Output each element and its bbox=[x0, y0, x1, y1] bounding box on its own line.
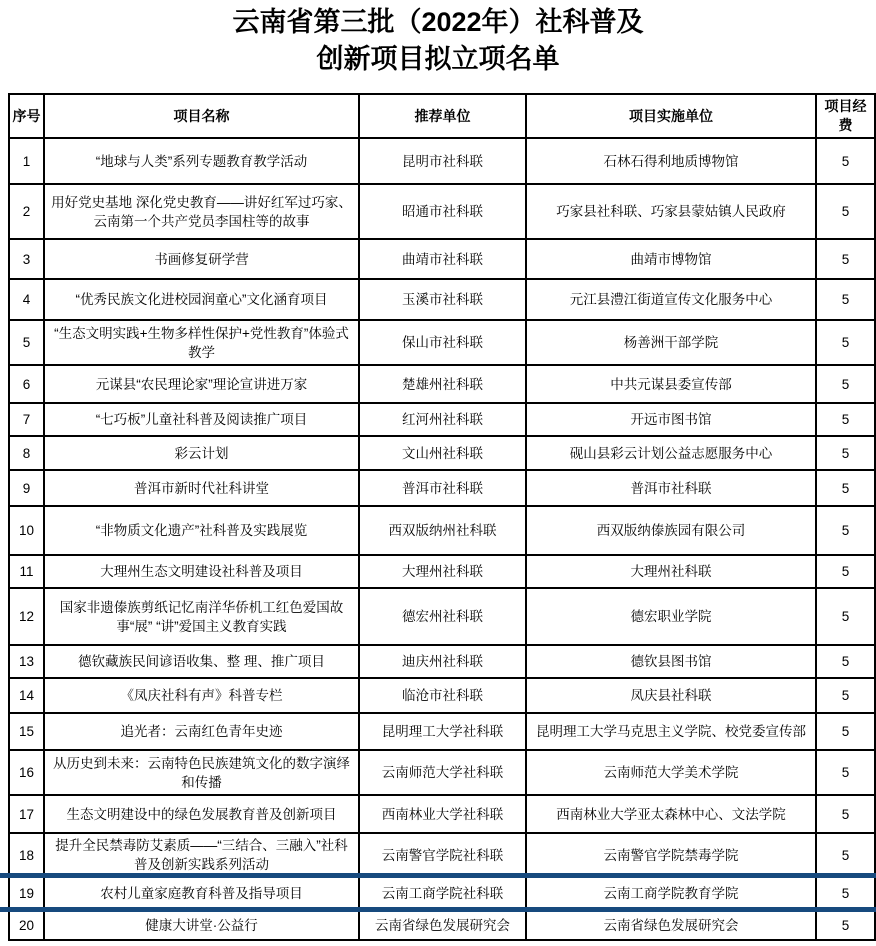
cell-project-name: 追光者：云南红色青年史迹 bbox=[44, 713, 359, 750]
header-row bbox=[9, 94, 875, 138]
table-row bbox=[9, 470, 875, 506]
highlight-bar-bottom bbox=[0, 907, 876, 912]
cell-seq: 16 bbox=[9, 750, 44, 795]
cell-recommender: 云南警官学院社科联 bbox=[359, 833, 526, 877]
cell-implementer: 德钦县图书馆 bbox=[526, 645, 816, 678]
cell-implementer: 中共元谋县委宣传部 bbox=[526, 365, 816, 403]
cell-seq: 14 bbox=[9, 678, 44, 713]
cell-fee: 5 bbox=[816, 555, 875, 588]
table-row bbox=[9, 403, 875, 436]
cell-fee: 5 bbox=[816, 279, 875, 320]
cell-recommender: 红河州社科联 bbox=[359, 403, 526, 436]
cell-implementer: 西双版纳傣族园有限公司 bbox=[526, 506, 816, 555]
cell-fee: 5 bbox=[816, 713, 875, 750]
table-row bbox=[9, 184, 875, 239]
cell-implementer: 杨善洲干部学院 bbox=[526, 320, 816, 365]
cell-seq: 8 bbox=[9, 436, 44, 470]
cell-implementer: 曲靖市博物馆 bbox=[526, 239, 816, 279]
cell-seq: 3 bbox=[9, 239, 44, 279]
cell-implementer: 砚山县彩云计划公益志愿服务中心 bbox=[526, 436, 816, 470]
cell-recommender: 昆明理工大学社科联 bbox=[359, 713, 526, 750]
project-table bbox=[8, 93, 876, 941]
header-fee: 项目经费 bbox=[816, 94, 875, 138]
cell-recommender: 昭通市社科联 bbox=[359, 184, 526, 239]
cell-implementer: 昆明理工大学马克思主义学院、校党委宣传部 bbox=[526, 713, 816, 750]
table-row bbox=[9, 678, 875, 713]
cell-project-name: 生态文明建设中的绿色发展教育普及创新项目 bbox=[44, 795, 359, 833]
cell-fee: 5 bbox=[816, 588, 875, 645]
title-line-1: 云南省第三批（2022年）社科普及 bbox=[232, 7, 644, 37]
cell-seq: 12 bbox=[9, 588, 44, 645]
table-row bbox=[9, 365, 875, 403]
cell-project-name: 从历史到未来：云南特色民族建筑文化的数字演绎和传播 bbox=[44, 750, 359, 795]
cell-project-name: 《凤庆社科有声》科普专栏 bbox=[44, 678, 359, 713]
cell-project-name: “地球与人类”系列专题教育教学活动 bbox=[44, 138, 359, 184]
cell-implementer: 云南警官学院禁毒学院 bbox=[526, 833, 816, 877]
cell-recommender: 迪庆州社科联 bbox=[359, 645, 526, 678]
cell-seq: 17 bbox=[9, 795, 44, 833]
cell-implementer: 凤庆县社科联 bbox=[526, 678, 816, 713]
cell-seq: 19 bbox=[9, 877, 44, 910]
cell-recommender: 云南师范大学社科联 bbox=[359, 750, 526, 795]
cell-seq: 9 bbox=[9, 470, 44, 506]
cell-seq: 11 bbox=[9, 555, 44, 588]
cell-implementer: 巧家县社科联、巧家县蒙姑镇人民政府 bbox=[526, 184, 816, 239]
cell-seq: 20 bbox=[9, 910, 44, 940]
cell-seq: 1 bbox=[9, 138, 44, 184]
cell-seq: 7 bbox=[9, 403, 44, 436]
table-row bbox=[9, 239, 875, 279]
cell-recommender: 德宏州社科联 bbox=[359, 588, 526, 645]
cell-recommender: 临沧市社科联 bbox=[359, 678, 526, 713]
cell-recommender: 曲靖市社科联 bbox=[359, 239, 526, 279]
cell-implementer: 德宏职业学院 bbox=[526, 588, 816, 645]
cell-implementer: 云南工商学院教育学院 bbox=[526, 877, 816, 910]
title-line-2: 创新项目拟立项名单 bbox=[316, 44, 560, 74]
table-row bbox=[9, 910, 875, 940]
table-row bbox=[9, 506, 875, 555]
cell-recommender: 普洱市社科联 bbox=[359, 470, 526, 506]
table-row bbox=[9, 645, 875, 678]
cell-project-name: 农村儿童家庭教育科普及指导项目 bbox=[44, 877, 359, 910]
cell-project-name: 国家非遗傣族剪纸记忆南洋华侨机工红色爱国故事“展” “讲”爱国主义教育实践 bbox=[44, 588, 359, 645]
header-implementer: 项目实施单位 bbox=[526, 94, 816, 138]
cell-implementer: 石林石得利地质博物馆 bbox=[526, 138, 816, 184]
table-row bbox=[9, 320, 875, 365]
cell-recommender: 云南工商学院社科联 bbox=[359, 877, 526, 910]
cell-implementer: 开远市图书馆 bbox=[526, 403, 816, 436]
page-title bbox=[0, 4, 876, 78]
cell-fee: 5 bbox=[816, 239, 875, 279]
cell-recommender: 楚雄州社科联 bbox=[359, 365, 526, 403]
cell-seq: 18 bbox=[9, 833, 44, 877]
table-row bbox=[9, 279, 875, 320]
cell-implementer: 西南林业大学亚太森林中心、文法学院 bbox=[526, 795, 816, 833]
table-row bbox=[9, 877, 875, 910]
cell-recommender: 文山州社科联 bbox=[359, 436, 526, 470]
cell-seq: 15 bbox=[9, 713, 44, 750]
cell-seq: 13 bbox=[9, 645, 44, 678]
cell-implementer: 云南师范大学美术学院 bbox=[526, 750, 816, 795]
cell-seq: 6 bbox=[9, 365, 44, 403]
cell-project-name: 书画修复研学营 bbox=[44, 239, 359, 279]
table-row bbox=[9, 138, 875, 184]
cell-fee: 5 bbox=[816, 184, 875, 239]
table-row bbox=[9, 555, 875, 588]
cell-project-name: 健康大讲堂·公益行 bbox=[44, 910, 359, 940]
header-project-name: 项目名称 bbox=[44, 94, 359, 138]
cell-seq: 4 bbox=[9, 279, 44, 320]
cell-project-name: 德钦藏族民间谚语收集、整 理、推广项目 bbox=[44, 645, 359, 678]
cell-project-name: 提升全民禁毒防艾素质——“三结合、三融入”社科普及创新实践系列活动 bbox=[44, 833, 359, 877]
cell-recommender: 云南省绿色发展研究会 bbox=[359, 910, 526, 940]
highlight-bar-top bbox=[0, 873, 876, 878]
cell-project-name: “优秀民族文化进校园润童心”文化涵育项目 bbox=[44, 279, 359, 320]
cell-fee: 5 bbox=[816, 470, 875, 506]
table-row bbox=[9, 795, 875, 833]
cell-project-name: 彩云计划 bbox=[44, 436, 359, 470]
header-seq: 序号 bbox=[9, 94, 44, 138]
table-row bbox=[9, 713, 875, 750]
header-recommender: 推荐单位 bbox=[359, 94, 526, 138]
cell-fee: 5 bbox=[816, 403, 875, 436]
cell-fee: 5 bbox=[816, 138, 875, 184]
cell-implementer: 大理州社科联 bbox=[526, 555, 816, 588]
cell-fee: 5 bbox=[816, 436, 875, 470]
cell-recommender: 大理州社科联 bbox=[359, 555, 526, 588]
cell-fee: 5 bbox=[816, 678, 875, 713]
cell-recommender: 西南林业大学社科联 bbox=[359, 795, 526, 833]
table-row bbox=[9, 750, 875, 795]
cell-implementer: 云南省绿色发展研究会 bbox=[526, 910, 816, 940]
cell-fee: 5 bbox=[816, 320, 875, 365]
cell-project-name: 元谋县“农民理论家”理论宣讲进万家 bbox=[44, 365, 359, 403]
cell-project-name: 用好党史基地 深化党史教育——讲好红军过巧家、云南第一个共产党员李国柱等的故事 bbox=[44, 184, 359, 239]
cell-recommender: 保山市社科联 bbox=[359, 320, 526, 365]
cell-fee: 5 bbox=[816, 877, 875, 910]
cell-seq: 5 bbox=[9, 320, 44, 365]
cell-implementer: 元江县澧江街道宣传文化服务中心 bbox=[526, 279, 816, 320]
cell-recommender: 玉溪市社科联 bbox=[359, 279, 526, 320]
cell-recommender: 西双版纳州社科联 bbox=[359, 506, 526, 555]
cell-project-name: “非物质文化遗产”社科普及实践展览 bbox=[44, 506, 359, 555]
cell-fee: 5 bbox=[816, 750, 875, 795]
table-row bbox=[9, 588, 875, 645]
cell-seq: 2 bbox=[9, 184, 44, 239]
cell-fee: 5 bbox=[816, 506, 875, 555]
cell-fee: 5 bbox=[816, 645, 875, 678]
table-row bbox=[9, 833, 875, 877]
table-row bbox=[9, 436, 875, 470]
cell-project-name: 普洱市新时代社科讲堂 bbox=[44, 470, 359, 506]
cell-fee: 5 bbox=[816, 795, 875, 833]
cell-recommender: 昆明市社科联 bbox=[359, 138, 526, 184]
table-body bbox=[9, 138, 875, 940]
cell-project-name: 大理州生态文明建设社科普及项目 bbox=[44, 555, 359, 588]
cell-fee: 5 bbox=[816, 833, 875, 877]
cell-fee: 5 bbox=[816, 910, 875, 940]
cell-implementer: 普洱市社科联 bbox=[526, 470, 816, 506]
cell-seq: 10 bbox=[9, 506, 44, 555]
cell-project-name: “生态文明实践+生物多样性保护+党性教育”体验式教学 bbox=[44, 320, 359, 365]
cell-project-name: “七巧板”儿童社科普及阅读推广项目 bbox=[44, 403, 359, 436]
cell-fee: 5 bbox=[816, 365, 875, 403]
